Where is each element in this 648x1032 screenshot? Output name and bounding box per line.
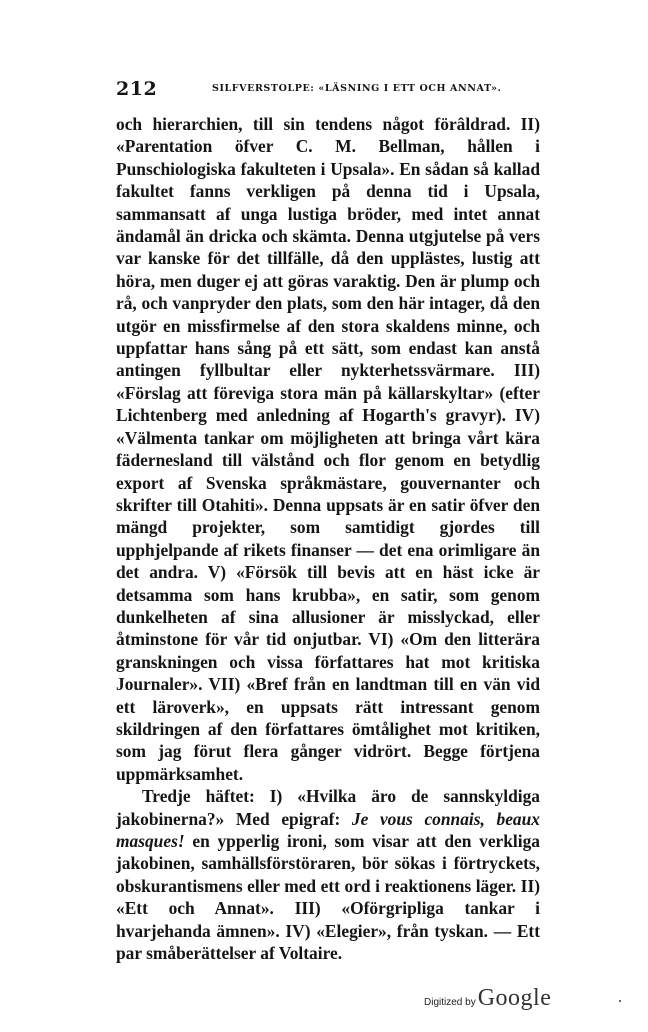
text-run: och hierarchien, till sin tendens något förâldrad. II) «Parentation öfver C. M. Bellman, hållen i Punschiologiska fakulteten i Upsala». En sådan så kallad fakultet fanns verkligen på denna tid i Upsala, sammansatt af unga lustiga bröder, med intet annat ändamål än dricka och skämta. Denna utgjutelse på vers var kanske för det tillfälle, då den upplästes, lustig att höra, men duger ej att göras varaktig. Den är plump och rå, och vanpryder den plats, som den här intager, då den utgör en missfirmelse af den stora skaldens minne, och uppfattar hans sång på ett sätt, som endast kan anstå antingen fyllbultar eller nykterhetssvärmare. III) «Förslag att föreviga stora män på källarskyltar» (efter Lichtenberg med anledning af Hogarth's gravyr). IV) «Välmenta tankar om möjligheten att bringa vårt kära fädernesland till välstånd och flor genom en betydlig export af Svenska språkmästare, gouvernanter och skrifter till Otahiti». Denna uppsats är en satir öfver den mängd projekter, som samtidigt gjordes till upphjelpande af rikets finanser — det ena orimligare än det andra. V) «Försök till bevis att en häst icke är detsamma som hans krubba», en satir, som genom dunkelheten af sina allusioner är misslyckad, eller åtminstone för vår tid onjutbar. VI) «Om den litterära granskningen och vissa författares hat mot kritiska Journaler». VII) «Bref från en landtman till en vän vid ett läroverk», en uppsats rätt intressant genom skildringen af den författares ömtålighet mot kritiken, som jag förut flera gånger vidrört. Begge förtjena uppmärksamhet.: [116, 114, 540, 784]
body-text: [116, 113, 540, 964]
text-run: en ypperlig ironi, som visar att den verkliga jakobinen, samhällsförstöraren, bör sökas i förtryckets, obskurantismens eller med ett ord i reaktionens läger. II) «Ett och Annat». III) «Oförgripliga tankar i hvarjehanda ämnen». IV) «Elegier», från tyskan. — Ett par småberättelser af Voltaire.: [116, 831, 540, 964]
scan-speck: [619, 1000, 621, 1002]
google-logo: Google: [477, 985, 552, 1011]
paragraph: [116, 785, 540, 964]
digitized-by-label: Digitized by: [424, 997, 476, 1008]
text-run: Tredje häftet: I) «Hvilka äro de sannskyldiga jakobinerna?» Med epigraf:: [116, 786, 540, 829]
page-header: [116, 78, 546, 102]
running-head: SILFVERSTOLPE: «LÄSNING I ETT OCH ANNAT».: [212, 83, 502, 94]
digitization-watermark: [424, 985, 551, 1015]
paragraph: [116, 113, 540, 785]
page-number: 212: [116, 78, 158, 100]
italic-epigraph: Je vous connais, beaux masques!: [116, 808, 540, 851]
